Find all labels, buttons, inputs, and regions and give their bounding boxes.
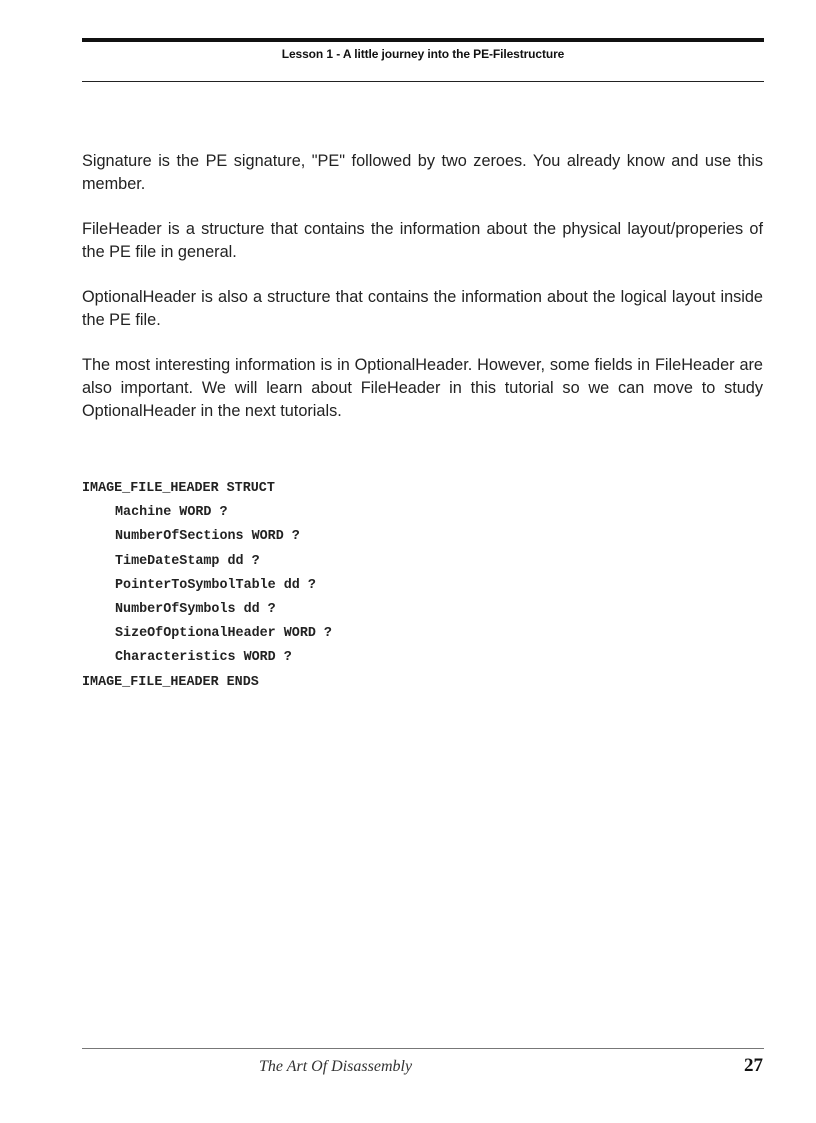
code-line-number-of-sections: NumberOfSections WORD ? [115, 529, 300, 545]
code-block [82, 477, 332, 695]
header-bottom-rule [82, 81, 764, 82]
code-line-characteristics: Characteristics WORD ? [115, 650, 292, 666]
code-line-struct-start: IMAGE_FILE_HEADER STRUCT [82, 481, 275, 496]
header-top-rule [82, 38, 764, 42]
running-header: Lesson 1 - A little journey into the PE-Filestructure [281, 47, 565, 61]
code-line-time-date-stamp: TimeDateStamp dd ? [115, 553, 260, 569]
code-line-pointer-to-symbol-table: PointerToSymbolTable dd ? [115, 577, 316, 593]
paragraph-optionalheader: OptionalHeader is also a structure that contains the information about the logical layout inside the PE file. [82, 288, 763, 329]
code-line-number-of-symbols: NumberOfSymbols dd ? [115, 602, 276, 618]
code-line-machine: Machine WORD ? [115, 505, 228, 521]
body-text [82, 150, 763, 445]
footer-rule [82, 1048, 764, 1049]
code-line-size-of-optional-header: SizeOfOptionalHeader WORD ? [115, 626, 332, 642]
page-number: 27 [744, 1055, 763, 1076]
paragraph-fileheader: FileHeader is a structure that contains the information about the physical layout/properies of the PE file in general. [82, 220, 763, 261]
paragraph-interesting-info: The most interesting information is in OptionalHeader. However, some fields in FileHeader are also important. We will learn about FileHeader in this tutorial so we can move to study OptionalHeader in the next tutorials. [82, 356, 763, 420]
code-line-struct-end: IMAGE_FILE_HEADER ENDS [82, 674, 259, 690]
paragraph-signature: Signature is the PE signature, "PE" followed by two zeroes. You already know and use this member. [82, 152, 763, 193]
footer-book-title: The Art Of Disassembly [259, 1058, 413, 1075]
